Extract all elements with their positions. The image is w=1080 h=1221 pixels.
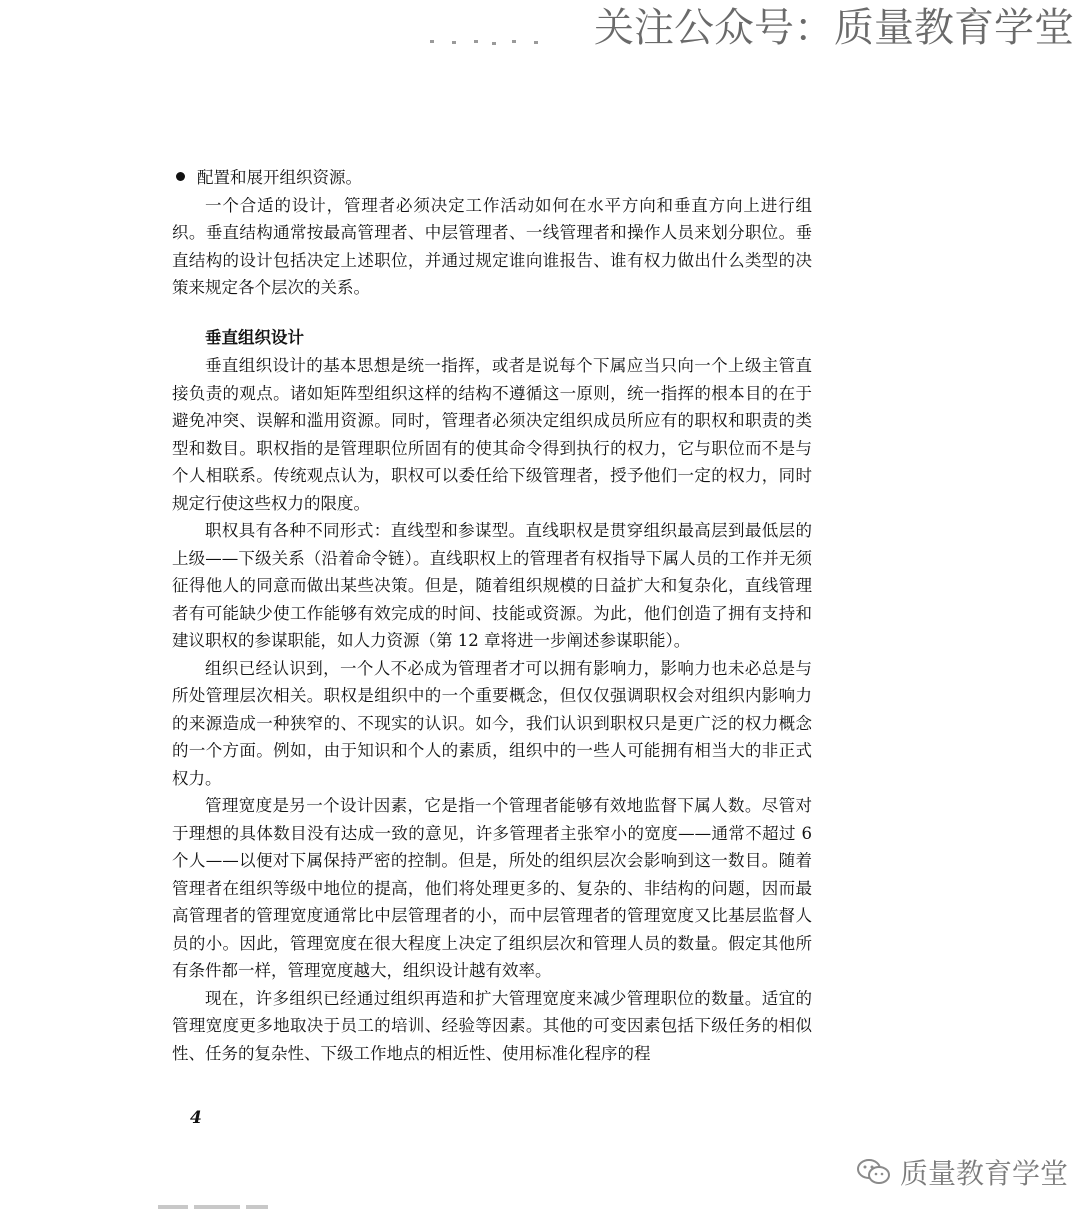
bottom-watermark: [856, 1152, 1068, 1192]
paragraph: 管理宽度是另一个设计因素，它是指一个管理者能够有效地监督下属人数。尽管对于理想的具体数目没有达成一致的意见，许多管理者主张窄小的宽度——通常不超过 6 个人——以便对下属保持严密的控制。但是，所处的组织层次会影响到这一数目。随着管理者在组织等级中地位的提高，他们将处理更多的、复杂的、非结构的问题，因而最高管理者的管理宽度通常比中层管理者的小，而中层管理者的管理宽度又比基层监督人员的小。因此，管理宽度在很大程度上决定了组织层次和管理人员的数量。假定其他所有条件都一样，管理宽度越大，组织设计越有效率。: [172, 796, 812, 980]
bullet-item: [176, 164, 812, 192]
paragraph: 组织已经认识到，一个人不必成为管理者才可以拥有影响力，影响力也未必总是与所处管理层次相关。职权是组织中的一个重要概念，但仅仅强调职权会对组织内影响力的来源造成一种狭窄的、不现实的认识。如今，我们认识到职权只是更广泛的权力概念的一个方面。例如，由于知识和个人的素质，组织中的一些人可能拥有相当大的非正式权力。: [172, 658, 812, 788]
document-body: [172, 164, 812, 1067]
paragraph: 职权具有各种不同形式：直线型和参谋型。直线职权是贯穿组织最高层到最低层的上级——下级关系（沿着命令链）。直线职权上的管理者有权指导下属人员的工作并无须征得他人的同意而做出某些决策。但是，随着组织规模的日益扩大和复杂化，直线管理者有可能缺少使工作能够有效完成的时间、技能或资源。为此，他们创造了拥有支持和建议职权的参谋职能，如人力资源（第 12 章将进一步阐述参谋职能）。: [172, 521, 812, 650]
bottom-watermark-text: 质量教育学堂: [899, 1157, 1068, 1190]
paragraph: 一个合适的设计，管理者必须决定工作活动如何在水平方向和垂直方向上进行组织。垂直结构通常按最高管理者、中层管理者、一线管理者和操作人员来划分职位。垂直结构的设计包括决定上述职位，并通过规定谁向谁报告、谁有权力做出什么类型的决策来规定各个层次的关系。: [172, 195, 812, 297]
scan-artifact-bottom: [158, 1194, 280, 1200]
bullet-text: 配置和展开组织资源。: [197, 168, 362, 187]
section-heading: 垂直组织设计: [205, 327, 304, 347]
top-watermark: 关注公众号：质量教育学堂: [594, 5, 1074, 51]
paragraph: 垂直组织设计的基本思想是统一指挥，或者是说每个下属应当只向一个上级主管直接负责的观点。诸如矩阵型组织这样的结构不遵循这一原则，统一指挥的根本目的在于避免冲突、误解和滥用资源。同时，管理者必须决定组织成员所应有的职权和职责的类型和数目。职权指的是管理职位所固有的使其命令得到执行的权力，它与职位而不是与个人相联系。传统观点认为，职权可以委任给下级管理者，授予他们一定的权力，同时规定行使这些权力的限度。: [172, 356, 812, 513]
page-number: 4: [190, 1108, 202, 1128]
bullet-dot: [176, 172, 185, 181]
wechat-icon: [856, 1157, 892, 1187]
paragraph: 现在，许多组织已经通过组织再造和扩大管理宽度来减少管理职位的数量。适宜的管理宽度更多地取决于员工的培训、经验等因素。其他的可变因素包括下级任务的相似性、任务的复杂性、下级工作地点的相近性、使用标准化程序的程: [172, 988, 812, 1063]
